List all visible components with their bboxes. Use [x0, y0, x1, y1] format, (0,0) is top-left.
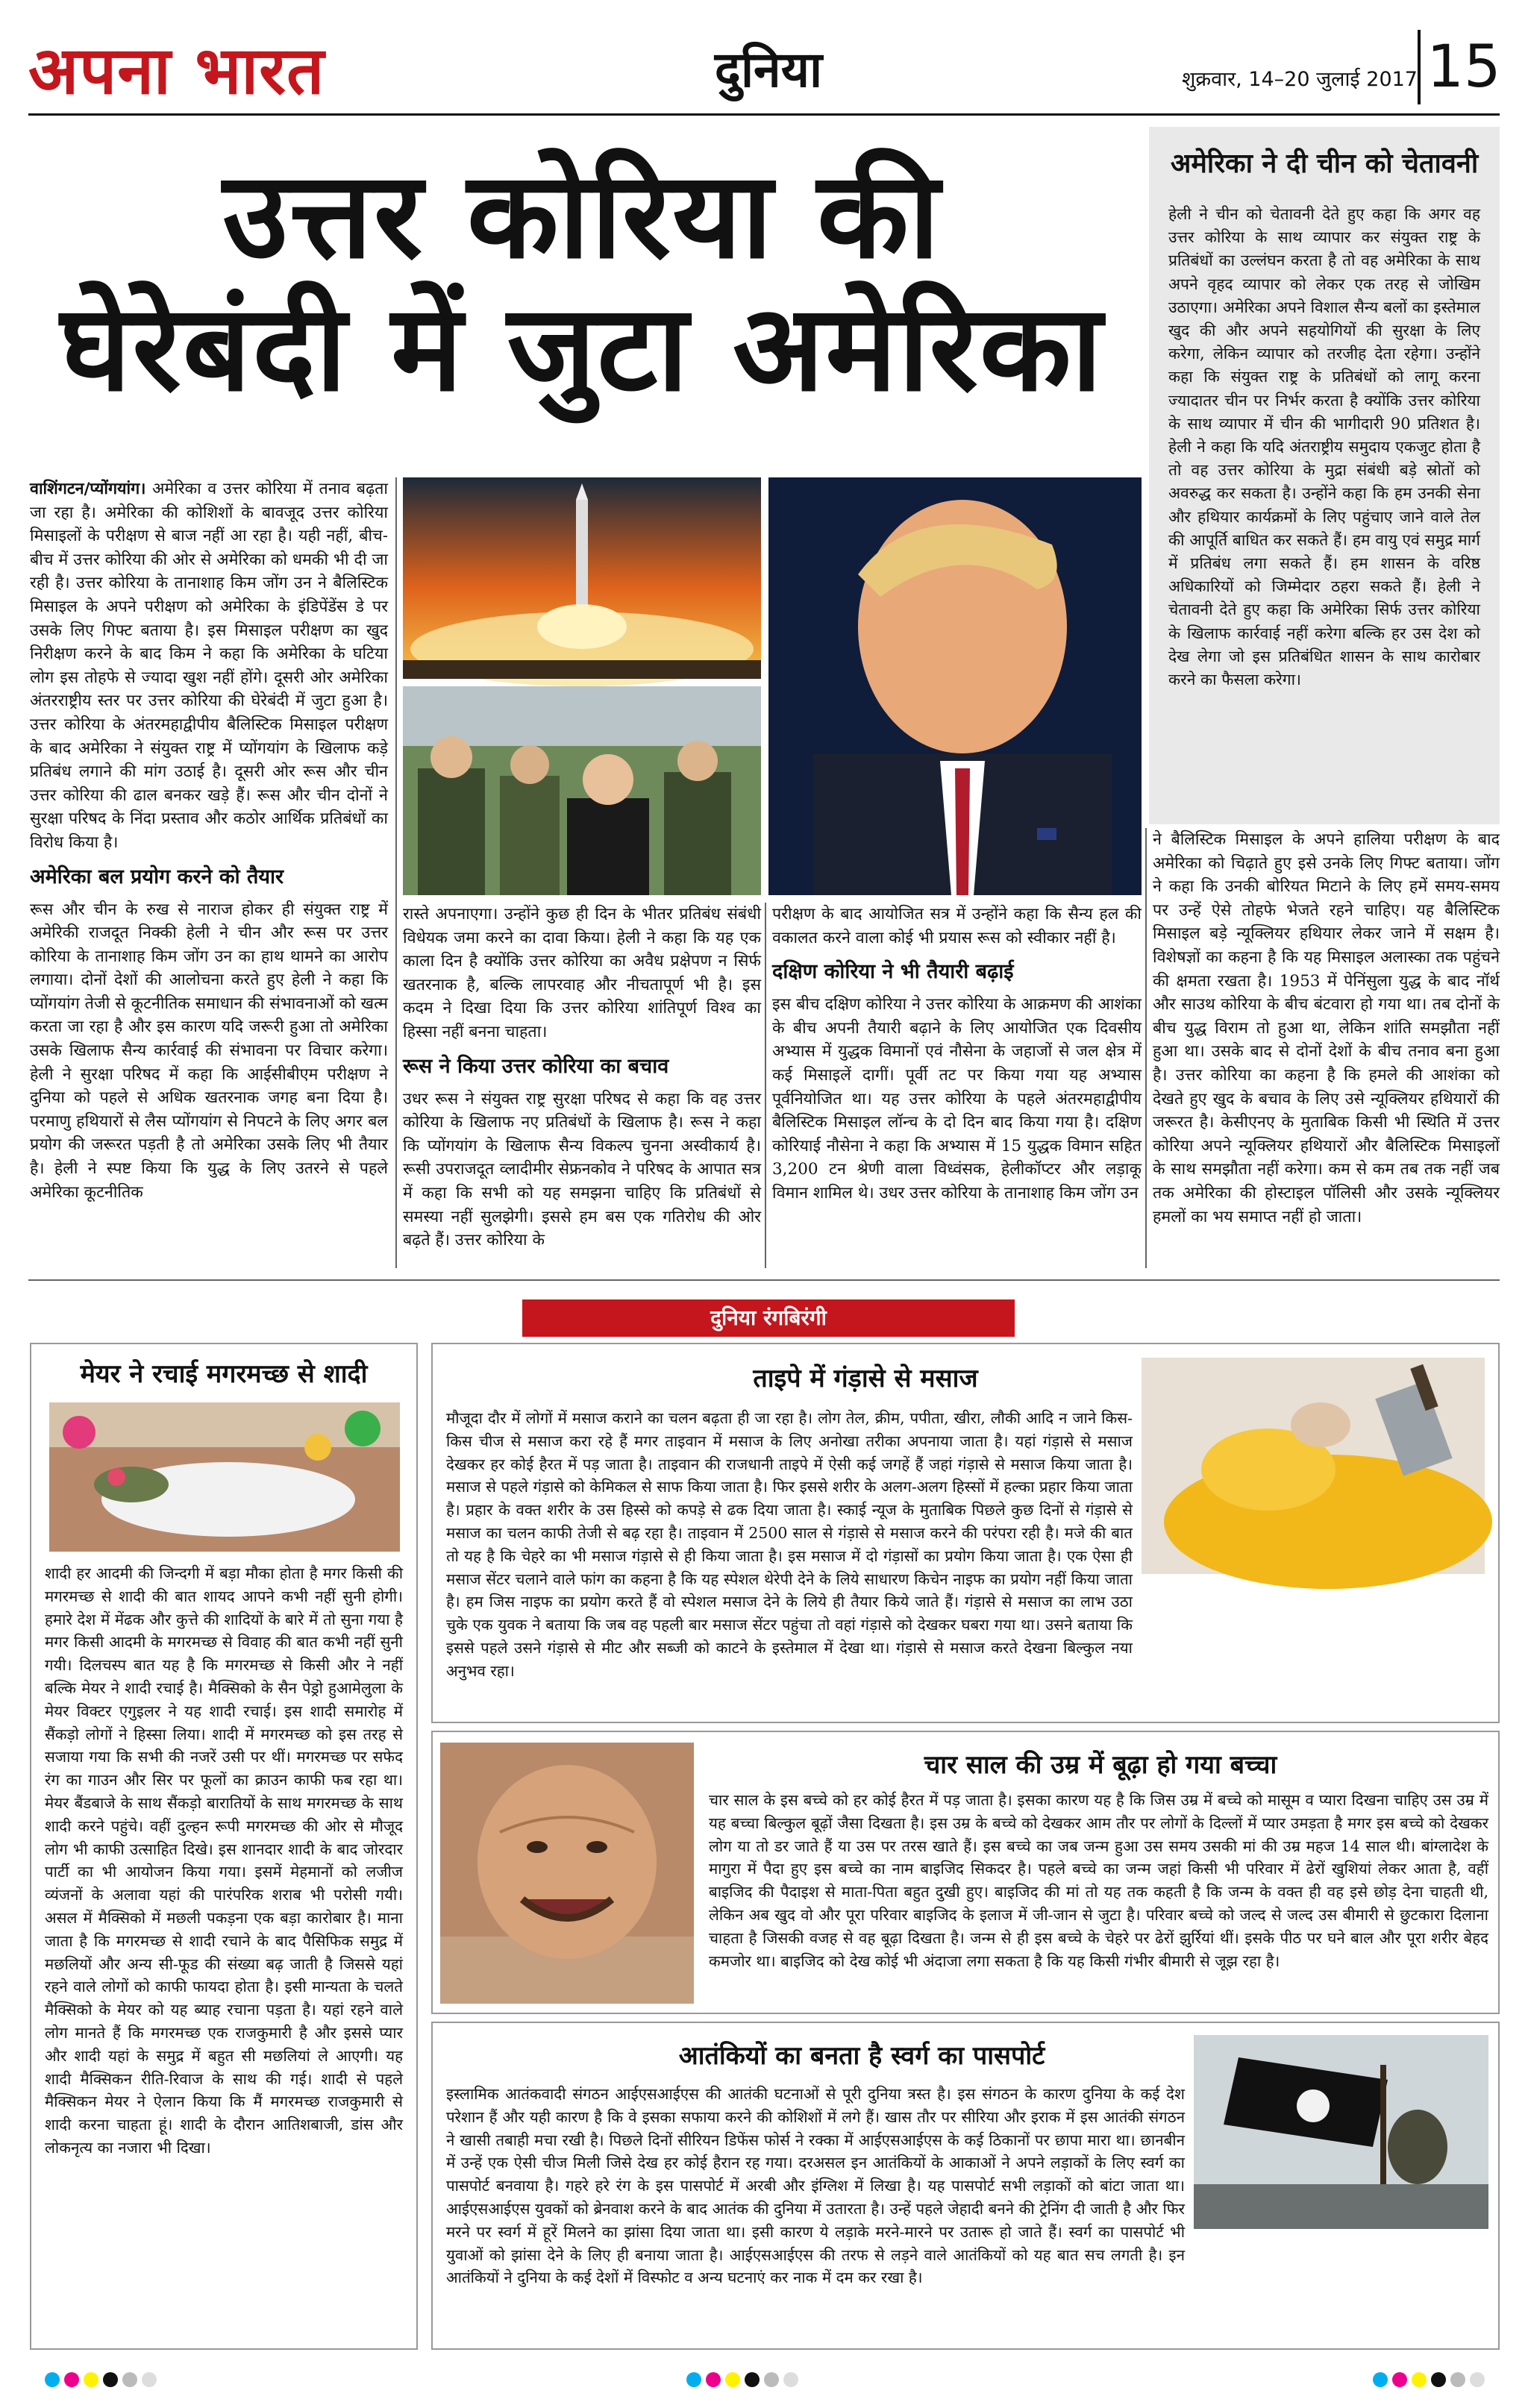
issue-date: शुक्रवार, 14–20 जुलाई 2017: [1182, 68, 1418, 91]
registration-dot: [1392, 2372, 1407, 2387]
cleaver-massage-photo: [1142, 1358, 1485, 1574]
registration-dot: [706, 2372, 721, 2387]
page-number: 15: [1418, 30, 1507, 104]
registration-dot: [764, 2372, 779, 2387]
trump-portrait-photo: [768, 477, 1142, 895]
story-column-4: [1153, 828, 1500, 1268]
story-column-1: [30, 477, 388, 1268]
feature-massage: [431, 1343, 1500, 1723]
column-divider: [765, 903, 766, 1268]
registration-dot: [745, 2372, 760, 2387]
headline-line-1: उत्तर कोरिया की: [222, 145, 942, 285]
registration-dot: [103, 2372, 118, 2387]
registration-dot: [725, 2372, 740, 2387]
story-paragraph: रास्ते अपनाएगा। उन्होंने कुछ ही दिन के भीतर प्रतिबंध संबंधी विधेयक जमा करने का दावा किया। हेली ने कहा कि यह एक काला दिन है क्योंकि उत्तर कोरिया का अवैध प्रक्षेपण न सिर्फ खतरनाक है, बल्कि लापरवाह और नीचतापूर्ण भी है। इस कदम ने दिखा दिया कि उत्तर कोरिया शांतिपूर्ण विश्व का हिस्सा नहीं बनना चाहता।: [403, 905, 761, 1041]
missile-launch-photo: [403, 477, 761, 679]
column-divider: [395, 477, 397, 1268]
subhead-south-korea: दक्षिण कोरिया ने भी तैयारी बढ़ाई: [772, 960, 1014, 984]
story-column-3: [772, 903, 1142, 1268]
registration-dot: [122, 2372, 137, 2387]
story-paragraph: परीक्षण के बाद आयोजित सत्र में उन्होंने कहा कि सैन्य हल की वकालत करने वाला कोई भी प्रयास रूस को स्वीकार नहीं है।: [772, 905, 1142, 947]
registration-dot: [1450, 2372, 1465, 2387]
masthead-logo: अपना भारत: [28, 31, 325, 109]
registration-dots-right: [1373, 2372, 1485, 2387]
feature-crocodile: [30, 1343, 418, 2350]
registration-dots-left: [45, 2372, 157, 2387]
officials-photo: [403, 686, 761, 895]
sidebar-text: हेली ने चीन को चेतावनी देते हुए कहा कि अगर वह उत्तर कोरिया के साथ व्यापार कर संयुक्त राष्ट्र के प्रतिबंधों का उल्लंघन करता है तो वह अमेरिका के साथ अपने वृहद व्यापार को लेकर एक तरह से जोखिम उठाएगा। अमेरिका अपने विशाल सैन्य बलों का इस्तेमाल खुद की और अपने सहयोगियों की सुरक्षा के लिए करेगा, लेकिन व्यापार को तरजीह देता रहेगा। उन्होंने कहा कि संयुक्त राष्ट्र के प्रतिबंधों को लागू करना ज्यादातर चीन पर निर्भर करता है क्योंकि उत्तर कोरिया के साथ व्यापार में चीन की भागीदारी 90 प्रतिशत है। हेली ने कहा कि यदि अंतराष्ट्रीय समुदाय एकजुट होता है तो वह उत्तर कोरिया के मुद्रा संबंधी बड़े स्रोतों को अवरुद्ध कर सकता है। उन्होंने कहा कि हम उनकी सेना और हथियार कार्यक्रमों के लिए पहुंचाए जाने वाले तेल की आपूर्ति बाधित कर सकते हैं। हम वायु एवं समुद्र मार्ग में प्रतिबंध लगा सकते हैं। हम शासन के वरिष्ठ अधिकारियों को जिम्मेदार ठहरा सकते हैं। हेली ने चेतावनी देते हुए कहा कि अमेरिका सिर्फ उत्तर कोरिया के खिलाफ कार्रवाई नहीं करेगा बल्कि हर उस देश को देख लेगा जो इस प्रतिबंधित शासन के साथ कारोबार करने का फैसला करेगा।: [1168, 205, 1480, 689]
aged-child-photo: [440, 1743, 694, 2004]
crocodile-title: मेयर ने रचाई मगरमच्छ से शादी: [80, 1359, 368, 1389]
feature-terror: [431, 2022, 1500, 2350]
story-column-2: [403, 903, 761, 1268]
story-paragraph: उधर रूस ने संयुक्त राष्ट्र सुरक्षा परिषद से कहा कि वह उत्तर कोरिया के खिलाफ नए प्रतिबंधों के खिलाफ है। रूस ने कहा कि प्योंगयांग के खिलाफ सैन्य विकल्प चुनना अस्वीकार्य है। रूसी उपराजदूत व्लादीमीर सेफ्रनकोव ने परिषद के आपात सत्र में कहा कि सभी को यह समझना चाहिए कि प्रतिबंधों से समस्या नहीं सुलझेगी। इससे हम बस एक गतिरोध की ओर बढ़ते हैं। उत्तर कोरिया के: [403, 1089, 761, 1250]
crocodile-text: शादी हर आदमी की जिन्दगी में बड़ा मौका होता है मगर किसी की मगरमच्छ से शादी की बात शायद आपने कभी नहीं सुनी होगी। हमारे देश में मेंढक और कुत्ते की शादियों के बारे में तो सुना गया है मगर किसी आदमी के मगरमच्छ से विवाह की बात कभी नहीं सुनी गयी। दिलचस्प बात यह है कि मगरमच्छ से किसी और ने नहीं बल्कि मेयर ने शादी रचाई है। मैक्सिको के सैन पेड्रो हुआमेलुला के मेयर विक्टर एगुइलर ने यह शादी रचाई। इस शादी समारोह में सैंकड़ो लोगों ने हिस्सा लिया। शादी में मगरमच्छ को इस तरह से सजाया गया कि सभी की नजरें उसी पर थीं। मगरमच्छ पर सफेद रंग का गाउन और सिर पर फूलों का क्राउन काफी फब रहा था। मेयर बैंडबाजे के साथ सैंकड़ो बारातियों के साथ मगरमच्छ के साथ शादी करने पहुंचे। वहीं दुल्हन रूपी मगरमच्छ की ओर से मौजूद लोग भी काफी उत्साहित दिखे। इस शानदार शादी के बाद जोरदार पार्टी का भी आयोजन किया गया। इसमें मेहमानों को लजीज व्यंजनों के अलावा यहां की पारंपरिक शराब भी परोसी गयी। असल में मैक्सिको में मछली पकड़ना एक बड़ा कारोबार है। माना जाता है कि मगरमच्छ से शादी रचाने के बाद पैसिफिक समुद्र में मछलियों और अन्य सी-फूड की संख्या बढ़ जाती है जिससे यहां रहने वाले लोगों को काफी फायदा होता है। इसी मान्यता के चलते मैक्सिको के मेयर को यह ब्याह रचाना पड़ता है। यहां रहने वाले लोग मानते हैं कि मगरमच्छ एक राजकुमारी है और इससे प्यार और शादी यहां के समुद्र में बहुत सी मछलियां ले आएगी। यह शादी मैक्सिकन रीति-रिवाज के साथ की गई। शादी से पहले मैक्सिकन मेयर ने ऐलान किया कि मैं मगरमच्छ राजकुमारी से शादी करना चाहता हूं। शादी के दौरान आतिशबाजी, डांस और लोकनृत्य का नजारा भी दिखा।: [45, 1564, 403, 2157]
sidebar-box: [1149, 127, 1500, 824]
registration-dot: [1431, 2372, 1446, 2387]
registration-dot: [142, 2372, 157, 2387]
registration-dots-center: [686, 2372, 798, 2387]
child-text: चार साल के इस बच्चे को हर कोई हैरत में पड़ जाता है। इसका कारण यह है कि जिस उम्र में बच्चे को मासूम व प्यारा दिखना चाहिए उस उम्र में यह बच्चा बिल्कुल बूढ़ों जैसा दिखता है। इस उम्र के बच्चे को देखकर आम तौर पर लोगों के दिल्लों में प्यार उमड़ता है मगर इस बच्चे को देखकर लोग या तो डर जाते हैं या उस पर तरस खाते हैं। इस बच्चे का जब जन्म हुआ उस समय उसकी मां की उम्र महज 14 साल थी। बांग्लादेश के मागुरा में पैदा हुए इस बच्चे का नाम बाइजिद सिकदर है। पहले बच्चे का जन्म जहां किसी भी परिवार में ढेरों खुशियां लेकर आता है, वहीं बाइजिद की पैदाइश से माता-पिता बहुत दुखी हुए। बाइजिद की मां तो यह तक कहती है कि जन्म के वक्त ही वह इसे छोड़ देना चाहती थी, लेकिन अब खुद वो और पूरा परिवार बाइजिद के इलाज में जी-जान से जुटा है। परिवार बच्चे को जल्द से जल्द उस बीमारी से छुटकारा दिलाना चाहता है जिसकी वजह से वह बूढ़ा दिखता है। जन्म से ही इस बच्चे के चेहरे पर ढेरों झुर्रियां थीं। इसके पीठ पर घने बाल और पूरा शरीर बेहद कमजोर था। बाइजिद को देख कोई भी अंदाजा लगा सकता है कि यह किसी गंभीर बीमारी से जूझ रहा है।: [709, 1791, 1488, 1970]
column-divider: [1145, 828, 1147, 1268]
story-paragraph: अमेरिका व उत्तर कोरिया में तनाव बढ़ता जा रहा है। अमेरिका की कोशिशों के बावजूद उत्तर कोरिया मिसाइलों के परीक्षण से बाज नहीं आ रहा है। यही नहीं, बीच-बीच में उत्तर कोरिया की ओर से अमेरिका को धमकी भी दी जा रही है। उत्तर कोरिया के तानाशाह किम जोंग उन ने बैलिस्टिक मिसाइल के अपने परीक्षण को अमेरिका के इंडिपेंडेंस डे पर उसके लिए गिफ्ट बताया है। इस मिसाइल परीक्षण का खुद निरीक्षण करने के बाद किम ने कहा कि अमेरिका के घटिया लोग इस तोहफे से ज्यादा खुश नहीं होंगे। दूसरी ओर अमेरिका अंतरराष्ट्रीय स्तर पर उत्तर कोरिया की घेरेबंदी में जुटा हुआ है। उत्तर कोरिया के अंतरमहाद्वीपीय बैलिस्टिक मिसाइल परीक्षण के बाद अमेरिका ने संयुक्त राष्ट्र में प्योंगयांग के खिलाफ कड़े प्रतिबंध लगाने की मांग उठाई है। दूसरी ओर रूस और चीन उत्तर कोरिया की ढाल बनकर खड़े हैं। रूस और चीन दोनों ने सुरक्षा परिषद के निंदा प्रस्ताव और कठोर आर्थिक प्रतिबंधों का विरोध किया है।: [30, 480, 389, 852]
headline-line-2: घेरेबंदी में जुटा अमेरिका: [60, 278, 1104, 418]
massage-text-top: मौजूदा दौर में लोगों में मसाज कराने का चलन बढ़ता ही जा रहा है। लोग तेल, क्रीम, पपीता, खीरा, लौकी आदि न जाने किस-किस चीज से मसाज करा रहे हैं मगर ताइवान में मसाज के लिए अनोखा तरीका अपनाया जाता है। यहां गंड़ासे से मसाज देखकर हर कोई हैरत में पड़ जाता है। ताइवान की राजधानी ताइपे में ऐसी कई जगहें हैं जहां गंड़ासे से मसाज किया जाता है। मसाज से पहले गंड़ासे को केमिकल से साफ किया जाता है। फिर इससे शरीर के अलग-अलग हिस्सों में हल्का प्रहार किया जाता है। प्रहार के वक्त शरीर के उस हिस्से को कपड़े से ढक दिया जाता है। स्काई न्यूज के मुताबिक पिछले कुछ दिनों से गंड़ासे से मसाज का चलन काफी तेजी से बढ़ रहा है। ताइवान में 2500 साल से गंड़ासे से मसाज करने की परंपरा रही है। मजे की बात तो यह है कि चेहरे का भी मसाज गंड़ासे से ही किया जाता है। इस मसाज में दो गंड़ासों का प्रयोग किया जाता है। एक ऐसा ही मसाज सेंटर चलाने वाले फांग का कहना है कि यह स्पेशल थेरेपी देने के लिये साधारण किचेन नाइफ का प्रयोग नहीं किया जाता है। हम जिस नाइफ का प्रयोग करते हैं वो स्पेशल मसाज देने के लिये ही तैयार किये जाते हैं। गंड़ासे से मसाज का लाभ उठा चुके एक युवक ने बताया कि जब वह पहली बार मसाज सेंटर पहुंचा तो वहां गंड़ासे को देखकर घबरा गया था। उसने बताया कि इससे पहले उसने गंड़ासे से मीट और सब्जी को काटने के इस्तेमाल में देखा था। गंड़ासे से मसाज करते देखना बिल्कुल नया अनुभव रहा।: [446, 1409, 1133, 1680]
subhead-russia: रूस ने किया उत्तर कोरिया का बचाव: [403, 1054, 669, 1078]
child-title: चार साल की उम्र में बूढ़ा हो गया बच्चा: [924, 1750, 1277, 1780]
story-paragraph: इस बीच दक्षिण कोरिया ने उत्तर कोरिया के आक्रमण की आशंका के बीच अपनी तैयारी बढ़ाने के लिए आयोजित एक दिवसीय अभ्यास में युद्धक विमानों एवं नौसेना के जहाजों से जल क्षेत्र में कई मिसाइलें दागीं। पूर्वी तट पर किया गया यह अभ्यास पूर्वनियोजित था। यह उत्तर कोरिया के पहले अंतरमहाद्वीपीय बैलिस्टिक मिसाइल लॉन्च के दो दिन बाद किया गया है। दक्षिण कोरियाई नौसेना ने कहा कि अभ्यास में 15 युद्धक विमान सहित 3,200 टन श्रेणी वाला विध्वंसक, हेलीकॉप्टर और लड़ाकू विमान शामिल थे। उधर उत्तर कोरिया के तानाशाह किम जोंग उन: [772, 995, 1142, 1203]
registration-dot: [1373, 2372, 1388, 2387]
sidebar-title: अमेरिका ने दी चीन को चेतावनी: [1170, 148, 1479, 179]
registration-dot: [686, 2372, 701, 2387]
crocodile-wedding-photo: [49, 1402, 400, 1552]
masthead-rule: [28, 113, 1500, 116]
section-rule: [28, 1279, 1500, 1281]
registration-dot: [1470, 2372, 1485, 2387]
isis-flag-photo: [1194, 2035, 1488, 2229]
registration-dot: [45, 2372, 60, 2387]
terror-text: इस्लामिक आतंकवादी संगठन आईएसआईएस की आतंकी घटनाओं से पूरी दुनिया त्रस्त है। इस संगठन के कारण दुनिया के कई देश परेशान हैं और यही कारण है कि वे इसका सफाया करने की कोशिशों में लगे हैं। खास तौर पर सीरिया और इराक में इस आतंकी संगठन ने खासी तबाही मचा रखी है। पिछले दिनों सीरियन डिफेंस फोर्स ने रक्का में आईएसआईएस के कई ठिकानों पर छापा मारा था। छानबीन में उन्हें एक ऐसी चीज मिली जिसे देख हर कोई हैरान रह गया। दरअसल इन आतंकियों के आकाओं ने अपने लड़ाकों के लिए स्वर्ग का पासपोर्ट बनवाया है। गहरे हरे रंग के इस पासपोर्ट में अरबी और इंग्लिश में लिखा है। यह पासपोर्ट सभी लड़ाकों को बांटा जाता था। आईएसआईएस युवकों को ब्रेनवाश करने के बाद आतंक की दुनिया में उतारता है। उन्हें पहले जेहादी बनने की ट्रेनिंग दी जाती है और फिर मरने पर स्वर्ग में हूरें मिलने का झांसा दिया जाता था। इसी कारण ये लड़ाके मरने-मारने पर उतारू हो जाते हैं। स्वर्ग का पासपोर्ट भी युवाओं को झांसा देने के लिए ही बनाया जाता है। आईएसआईएस की तरफ से लड़ने वाले आतंकियों को यह बात सच लगती है। इन आतंकियों ने दुनिया के कई देशों में विस्फोट व अन्य घटनाएं कर नाक में दम कर रखा है।: [446, 2085, 1185, 2287]
registration-dot: [783, 2372, 798, 2387]
main-headline: [30, 145, 1134, 418]
registration-dot: [1412, 2372, 1427, 2387]
registration-dot: [84, 2372, 98, 2387]
section-title: दुनिया: [714, 40, 823, 98]
registration-dot: [64, 2372, 79, 2387]
feature-child: [431, 1731, 1500, 2014]
massage-title: ताइपे में गंड़ासे से मसाज: [753, 1364, 978, 1393]
terror-title: आतंकियों का बनता है स्वर्ग का पासपोर्ट: [678, 2041, 1045, 2071]
subhead-force: अमेरिका बल प्रयोग करने को तैयार: [30, 865, 284, 888]
dateline: वाशिंगटन/प्योंगयांग।: [30, 480, 146, 498]
strip-label: दुनिया रंगबिरंगी: [522, 1299, 1015, 1337]
story-paragraph: ने बैलिस्टिक मिसाइल के अपने हालिया परीक्षण के बाद अमेरिका को चिढ़ाते हुए इसे उनके लिए गिफ्ट बताया। जोंग ने कहा कि उनकी बोरियत मिटाने के लिए हमें समय-समय पर उन्हें ऐसे तोहफे भेजते रहने चाहिए। यह बैलिस्टिक मिसाइल बड़े न्यूक्लियर हथियार लेकर जाने में सक्षम है। विशेषज्ञों का कहना है कि यह मिसाइल अलास्का तक पहुंचने की क्षमता रखता है। 1953 में पेनिंसुला युद्ध के बाद नॉर्थ और साउथ कोरिया के बीच बंटवारा हो गया था। तब दोनों के बीच युद्ध विराम तो हुआ था, लेकिन शांति समझौता नहीं हुआ था। उसके बाद से दोनों देशों के बीच तनाव बना हुआ है। उत्तर कोरिया का कहना है कि हमले की आशंका को देखते हुए खुद के बचाव के लिए उसे न्यूक्लियर हथियारों की जरूरत है। केसीएनए के मुताबिक किसी भी स्थिति में उत्तर कोरिया अपने न्यूक्लियर हथियारों और बैलिस्टिक मिसाइलों के साथ समझौता नहीं करेगा। कम से कम तब तक नहीं जब तक अमेरिका की होस्टाइल पॉलिसी और उसके न्यूक्लियर हमलों का भय समाप्त नहीं हो जाता।: [1153, 830, 1500, 1226]
story-paragraph: रूस और चीन के रुख से नाराज होकर ही संयुक्त राष्ट्र में अमेरिकी राजदूत निक्की हेली ने चीन और रूस पर उत्तर कोरिया के तानाशाह किम जोंग उन का हाथ थामने का आरोप लगाया। दोनों देशों की आलोचना करते हुए हेली ने कहा कि प्योंगयांग तेजी से कूटनीतिक समाधान की संभावनाओं को खत्म करता जा रहा है और इस कारण यदि जरूरी हुआ तो अमेरिका उसके खिलाफ सैन्य कार्रवाई की संभावना पर विचार करेगा। हेली ने सुरक्षा परिषद में कहा कि आईसीबीएम परीक्षण ने दुनिया को पहले से अधिक खतरनाक जगह बना दिया है। परमाणु हथियारों से लैस प्योंगयांग से निपटने के लिए अगर बल प्रयोग की जरूरत पड़ती है तो अमेरिका उसके लिए भी तैयार है। हेली ने स्पष्ट किया कि युद्ध के लिए उतरने से पहले अमेरिका कूटनीतिक: [30, 900, 388, 1202]
